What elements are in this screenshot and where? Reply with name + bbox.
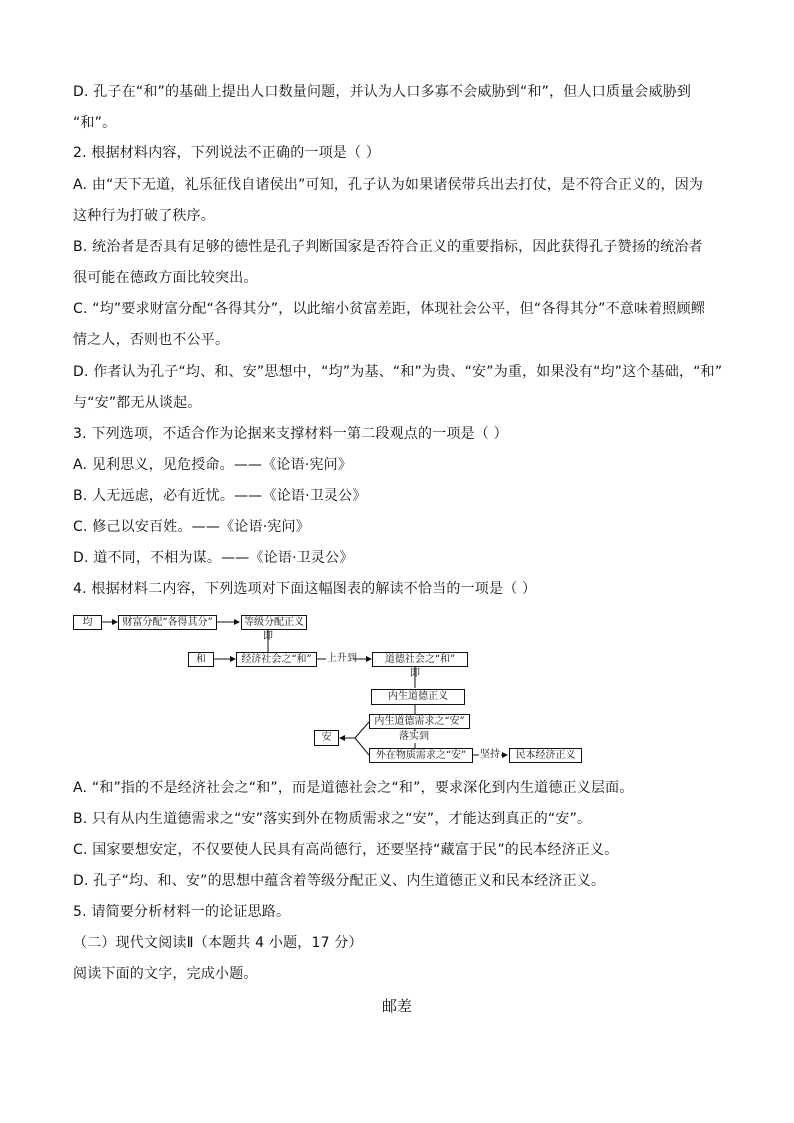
box-inner-need: 内生道德需求之“安” <box>369 714 470 729</box>
concept-flow-diagram <box>73 612 618 770</box>
q2-option-c-line-2: 情之人，否则也不公平。 <box>73 332 230 348</box>
q3-option-b: B. 人无远虑，必有近忧。——《论语·卫灵公》 <box>73 488 367 504</box>
q2-option-d-line-2: 与“安”都无从谈起。 <box>73 395 202 411</box>
q2-option-a-line-1: A. 由“天下无道，礼乐征伐自诸侯出”可知，孔子认为如果诸侯带兵出去打仗，是不符合正义的，因为 <box>73 177 704 193</box>
q2-option-b-line-1: B. 统治者是否具有足够的德性是孔子判断国家是否符合正义的重要指标，因此获得孔子赞扬的统治者 <box>73 239 703 255</box>
box-inner-justice: 内生道德正义 <box>371 689 465 705</box>
label-ji-2: 即 <box>410 668 420 679</box>
label-persist: 坚持 <box>480 749 500 760</box>
q2-option-a-line-2: 这种行为打破了秩序。 <box>73 208 215 224</box>
q2-option-c-line-1: C. “均”要求财富分配“各得其分”，以此缩小贫富差距，体现社会公平，但“各得其分”不意味着照顾鳏 <box>73 301 705 317</box>
box-an: 安 <box>314 730 339 746</box>
q4-option-b: B. 只有从内生道德需求之“安”落实到外在物质需求之“安”，才能达到真正的“安”。 <box>73 811 592 827</box>
q4-option-d: D. 孔子“均、和、安”的思想中蕴含着等级分配正义、内生道德正义和民本经济正义。 <box>73 873 606 889</box>
box-moral-harmony: 道德社会之“和” <box>372 652 468 667</box>
option-d-line-2: “和”。 <box>73 115 117 131</box>
q3-option-d: D. 道不同，不相为谋。——《论语·卫灵公》 <box>73 550 354 566</box>
box-outer-need: 外在物质需求之“安” <box>369 748 473 763</box>
passage-title: 邮差 <box>382 997 413 1015</box>
label-ji-1: 即 <box>263 631 273 642</box>
reading-instruction: 阅读下面的文字，完成小题。 <box>73 966 258 982</box>
box-jun: 均 <box>73 615 102 630</box>
q3-option-c: C. 修己以安百姓。——《论语·宪问》 <box>73 519 310 535</box>
question-4: 4. 根据材料二内容，下列选项对下面这幅图表的解读不恰当的一项是（ ） <box>73 581 537 597</box>
label-fall: 落实到 <box>399 731 429 742</box>
box-grade-justice: 等级分配正义 <box>241 615 307 630</box>
q2-option-b-line-2: 很可能在德政方面比较突出。 <box>73 270 258 286</box>
box-people-justice: 民本经济正义 <box>509 748 582 763</box>
q3-option-a: A. 见利思义，见危授命。——《论语·宪问》 <box>73 457 353 473</box>
q4-option-a: A. “和”指的不是经济社会之“和”，而是道德社会之“和”，要求深化到内生道德正义层面。 <box>73 780 634 796</box>
q2-option-d-line-1: D. 作者认为孔子“均、和、安”思想中，“均”为基、“和”为贵、“安”为重，如果没有“均”这个基础，“和” <box>73 364 723 380</box>
question-5: 5. 请简要分析材料一的论证思路。 <box>73 904 291 920</box>
box-he: 和 <box>188 652 214 667</box>
section-heading: （二）现代文阅读Ⅱ（本题共 4 小题，17 分） <box>73 935 363 951</box>
question-3: 3. 下列选项，不适合作为论据来支撑材料一第二段观点的一项是（ ） <box>73 426 508 442</box>
box-econ-harmony: 经济社会之“和” <box>236 652 317 667</box>
label-rise: 上升到 <box>327 653 357 664</box>
q4-option-c: C. 国家要想安定，不仅要使人民具有高尚德行，还要坚持“藏富于民”的民本经济正义。 <box>73 842 619 858</box>
option-d-line-1: D. 孔子在“和”的基础上提出人口数量问题，并认为人口多寡不会威胁到“和”，但人口质量会威胁到 <box>73 84 692 100</box>
diagram-connectors <box>73 612 618 770</box>
question-2: 2. 根据材料内容，下列说法不正确的一项是（ ） <box>73 145 381 161</box>
box-wealth-distribution: 财富分配“各得其分” <box>118 615 217 630</box>
